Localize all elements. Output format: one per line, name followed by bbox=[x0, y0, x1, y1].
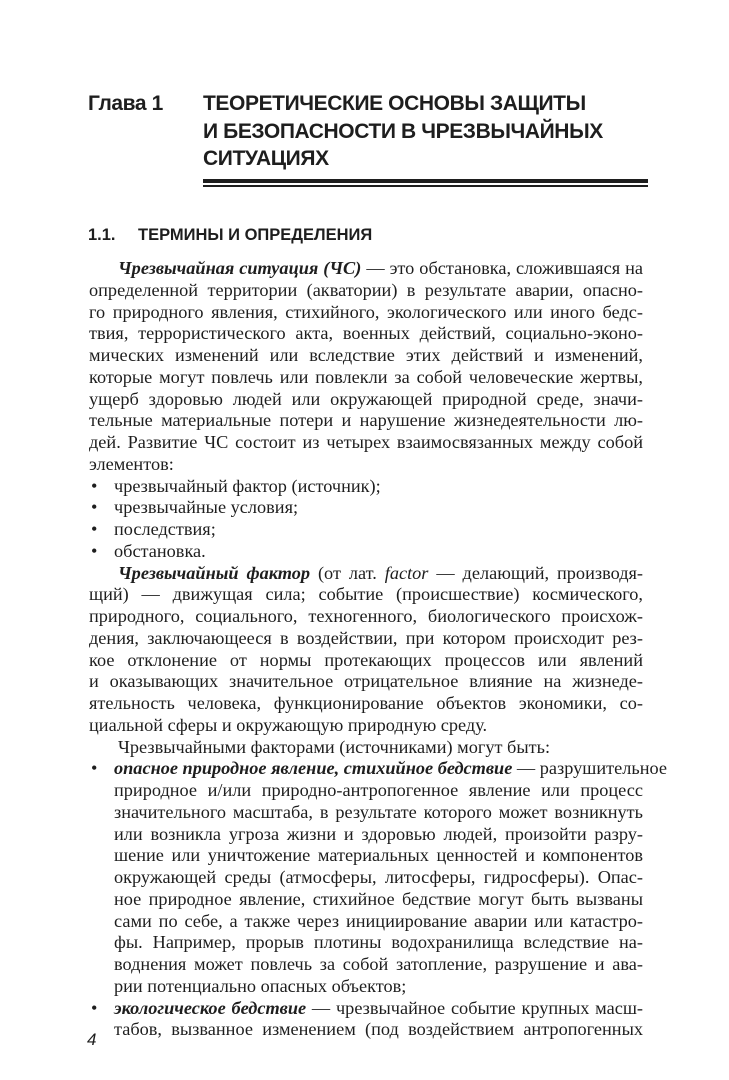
section-number: 1.1. bbox=[88, 226, 116, 244]
bullet-icon: • bbox=[91, 997, 98, 1018]
text-line: фы. Например, прорыв плотины водохранилища вследствие на- bbox=[114, 932, 643, 953]
bullet-icon: • bbox=[91, 475, 98, 496]
body-text bbox=[89, 258, 667, 1041]
text-line: сами по себе, а также через инициирование аварии или катастро- bbox=[114, 910, 643, 931]
text-line: мических изменений или вследствие этих действий и изменений, bbox=[89, 345, 643, 365]
chapter-label: Глава 1 bbox=[88, 92, 163, 115]
text-line: элементов: bbox=[89, 453, 174, 474]
chapter-title-line: И БЕЗОПАСНОСТИ В ЧРЕЗВЫЧАЙНЫХ bbox=[203, 119, 603, 143]
list-item: • последствия; bbox=[91, 519, 216, 539]
term: опасное природное явление, стихийное бедствие bbox=[114, 758, 513, 779]
bullet-icon: • bbox=[91, 540, 98, 561]
text-line: природного, социального, техногенного, биологического происхож- bbox=[89, 606, 643, 626]
text-line: Чрезвычайный фактор (от лат. factor — делающий, производя- bbox=[118, 562, 643, 583]
term: экологическое бедствие bbox=[114, 997, 307, 1018]
text-line: и оказывающих значительное отрицательное влияние на жизнеде- bbox=[89, 671, 643, 692]
text-line: ятельность человека, функционирование объектов экономики, со- bbox=[89, 693, 643, 713]
text-line: шение или уничтожение материальных ценностей и компонентов bbox=[114, 845, 643, 866]
list-item: • чрезвычайный фактор (источник); bbox=[91, 475, 381, 496]
text-line: ное природное явление, стихийное бедствие могут быть вызваны bbox=[114, 888, 643, 909]
chapter-title bbox=[203, 90, 603, 173]
list-item: • экологическое бедствие — чрезвычайное событие крупных масш- bbox=[91, 997, 643, 1018]
text-line: Чрезвычайными факторами (источниками) могут быть: bbox=[118, 736, 551, 757]
list-item: • обстановка. bbox=[91, 540, 206, 561]
term: Чрезвычайный фактор bbox=[118, 562, 311, 583]
text-line: Чрезвычайная ситуация (ЧС) — это обстановка, сложившаяся на bbox=[118, 258, 643, 278]
text-line: табов, вызванное изменением (под воздействием антропогенных bbox=[114, 1019, 643, 1040]
text-line: циальной сферы и окружающую природную среду. bbox=[89, 714, 488, 735]
text-line: щий) — движущая сила; событие (происшествие) космического, bbox=[89, 584, 643, 605]
text-line: го природного явления, стихийного, экологического или иного бедс- bbox=[89, 301, 643, 322]
text-line: окружающей среды (атмосферы, литосферы, гидросферы). Опас- bbox=[114, 867, 643, 887]
text-line: кое отклонение от нормы протекающих процессов или явлений bbox=[89, 649, 643, 670]
bullet-icon: • bbox=[91, 519, 98, 539]
text-line: или возникла угроза жизни и здоровью людей, произойти разру- bbox=[114, 823, 643, 844]
text-line: определенной территории (акватории) в результате аварии, опасно- bbox=[89, 279, 643, 300]
text-line: дей. Развитие ЧС состоит из четырех взаимосвязанных между собой bbox=[89, 432, 643, 452]
term: Чрезвычайная ситуация (ЧС) bbox=[118, 258, 362, 278]
text-line: воднения может повлечь за собой затопление, разрушение и ава- bbox=[114, 954, 643, 974]
text-line: рии потенциально опасных объектов; bbox=[114, 975, 407, 996]
list-item: • чрезвычайные условия; bbox=[91, 497, 299, 518]
text-line: дения, заключающееся в воздействии, при котором происходит рез- bbox=[89, 627, 643, 648]
text-line: ущерб здоровью людей или окружающей природной среде, значи- bbox=[89, 388, 643, 409]
section-title: ТЕРМИНЫ И ОПРЕДЕЛЕНИЯ bbox=[138, 226, 373, 244]
chapter-divider bbox=[203, 179, 648, 189]
text-line: которые могут повлечь или повлекли за собой человеческие жертвы, bbox=[89, 366, 643, 387]
text-line: тельные материальные потери и нарушение жизнедеятельности лю- bbox=[89, 410, 643, 431]
text-line: природное и/или природно-антропогенное явление или процесс bbox=[114, 780, 643, 800]
text-line: твия, террористического акта, военных действий, социально-эконо- bbox=[89, 323, 643, 344]
bullet-icon: • bbox=[91, 497, 98, 518]
page-number: 4 bbox=[87, 1030, 97, 1049]
bullet-icon: • bbox=[91, 758, 98, 779]
chapter-title-line: ТЕОРЕТИЧЕСКИЕ ОСНОВЫ ЗАЩИТЫ bbox=[203, 92, 586, 115]
chapter-title-line: СИТУАЦИЯХ bbox=[203, 147, 329, 170]
list-item: • опасное природное явление, стихийное бедствие — разрушительное bbox=[91, 758, 667, 779]
text-line: значительного масштаба, в результате которого может возникнуть bbox=[114, 801, 643, 822]
